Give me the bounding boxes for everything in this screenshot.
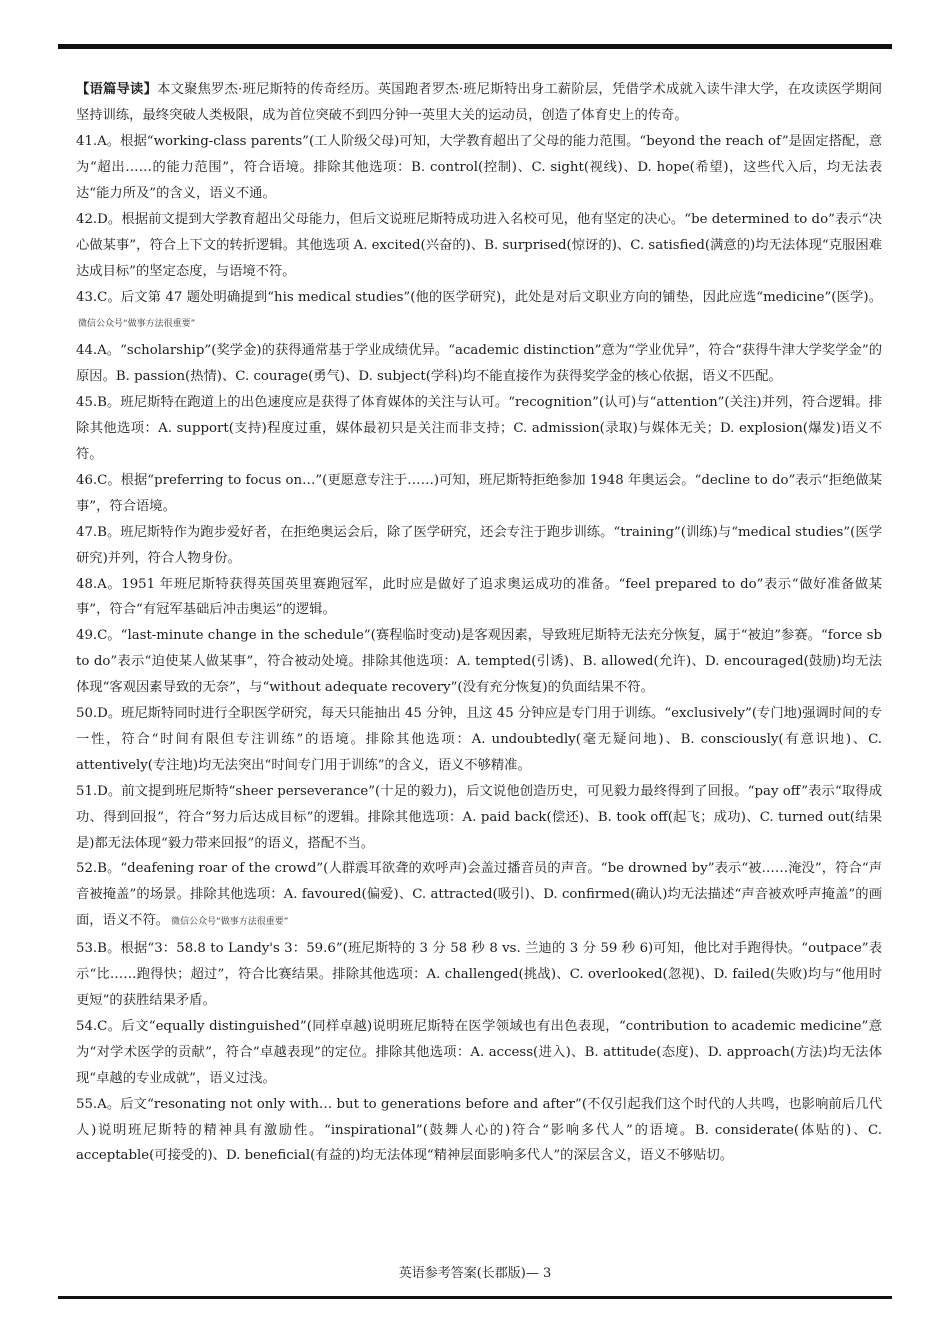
answer-41: 41.A。根据“working-class parents”(工人阶级父母)可知，大学教育超出了父母的能力范围。“beyond the reach of”是固定搭配，意为“超出……的能力范围”，符合语境。排除其他选项：B. control(控制)、C. sight(视线)、D. hope(希望)，这些代入后，均无法表达“能力所及”的含义，语义不通。 [76, 134, 882, 201]
answer-54: 54.C。后文“equally distinguished”(同样卓越)说明班尼斯特在医学领域也有出色表现，“contribution to academic medicine”意为“对学术医学的贡献”，符合“卓越表现”的定位。排除其他选项：A. access(进入)、B. attitude(态度)、D. approach(方法)均无法体现“卓越的专业成就”，语义过浅。 [76, 1018, 882, 1086]
answer-51: 51.D。前文提到班尼斯特“sheer perseverance”(十足的毅力)，后文说他创造历史，可见毅力最终得到了回报。“pay off”表示“取得成功、得到回报”，符合“努力后达成目标”的逻辑。排除其他选项：A. paid back(偿还)、B. took off(起飞；成功)、C. turned out(结果是)都无法体现“毅力带来回报”的语义，搭配不当。 [76, 783, 882, 851]
answer-47: 47.B。班尼斯特作为跑步爱好者，在拒绝奥运会后，除了医学研究，还会专注于跑步训练。“training”(训练)与“medical studies”(医学研究)并列，符合人物身份。 [76, 524, 882, 566]
watermark-text: 微信公众号“做事方法很重要” [78, 319, 196, 330]
answer-content [76, 64, 882, 1169]
answer-49: 49.C。“last-minute change in the schedule”(赛程临时变动)是客观因素，导致班尼斯特无法充分恢复，属于“被迫”参赛。“force sb to do”表示“迫使某人做某事”，符合被动处境。排除其他选项：A. tempted(引诱)、B. allowed(允许)、D. encouraged(鼓励)均无法体现“客观因素导致的无奈”，与“without adequate recovery”(没有充分恢复)的负面结果不符。 [76, 628, 882, 696]
watermark-text: 微信公众号“做事方法很重要” [171, 917, 289, 928]
answer-42: 42.D。根据前文提到大学教育超出父母能力，但后文说班尼斯特成功进入名校可见，他有坚定的决心。“be determined to do”表示“决心做某事”，符合上下文的转折逻辑。其他选项 A. excited(兴奋的)、B. surprised(惊讶的)、C. satisfied(满意的)均无法体现“克服困难达成目标”的坚定态度，与语境不符。 [76, 211, 882, 279]
answer-50: 50.D。班尼斯特同时进行全职医学研究，每天只能抽出 45 分钟，且这 45 分钟应是专门用于训练。“exclusively”(专门地)强调时间的专一性，符合“时间有限但专注训练”的语境。排除其他选项：A. undoubtedly(毫无疑问地)、B. consciously(有意识地)、C. attentively(专注地)均无法突出“时间专门用于训练”的含义，语义不够精准。 [76, 706, 882, 773]
intro-label: 【语篇导读】 [76, 82, 158, 98]
answer-44: 44.A。“scholarship”(奖学金)的获得通常基于学业成绩优异。“academic distinction”意为“学业优异”，符合“获得牛津大学奖学金”的原因。B. passion(热情)、C. courage(勇气)、D. subject(学科)均不能直接作为获得奖学金的核心依据，语义不匹配。 [76, 343, 882, 385]
bottom-rule [58, 1296, 892, 1299]
answer-43: 43.C。后文第 47 题处明确提到“his medical studies”(他的医学研究)，此处是对后文职业方向的铺垫，因此应选“medicine”(医学)。微信公众号“做事方法很重要” [76, 289, 882, 330]
answer-53: 53.B。根据“3：58.8 to Landy's 3：59.6”(班尼斯特的 3 分 58 秒 8 vs. 兰迪的 3 分 59 秒 6)可知，他比对手跑得快。“outpace”表示“比……跑得快；超过”，符合比赛结果。排除其他选项：A. challenged(挑战)、C. overlooked(忽视)、D. failed(失败)均与“他用时更短”的获胜结果矛盾。 [76, 941, 882, 1009]
answer-45: 45.B。班尼斯特在跑道上的出色速度应是获得了体育媒体的关注与认可。“recognition”(认可)与“attention”(关注)并列，符合逻辑。排除其他选项：A. support(支持)程度过重，媒体最初只是关注而非支持；C. admission(录取)与媒体无关；D. explosion(爆发)语义不符。 [76, 395, 882, 462]
page-footer: 英语参考答案(长郡版)— 3 [398, 1266, 552, 1281]
answer-48: 48.A。1951 年班尼斯特获得英国英里赛跑冠军，此时应是做好了追求奥运成功的准备。“feel prepared to do”表示“做好准备做某事”，符合“有冠军基础后冲击奥运”的逻辑。 [76, 576, 882, 618]
intro-text: 本文聚焦罗杰·班尼斯特的传奇经历。英国跑者罗杰·班尼斯特出身工薪阶层，凭借学术成就入读牛津大学，在攻读医学期间坚持训练，最终突破人类极限，成为首位突破不到四分钟一英里大关的运动员，创造了体育史上的传奇。 [76, 82, 883, 124]
passage-intro [76, 77, 882, 129]
answer-55: 55.A。后文“resonating not only with… but to generations before and after”(不仅引起我们这个时代的人共鸣，也影响前后几代人)说明班尼斯特的精神具有激励性。“inspirational”(鼓舞人心的)符合“影响多代人”的语境。B. considerate(体贴的)、C. acceptable(可接受的)、D. beneficial(有益的)均无法体现“精神层面影响多代人”的深层含义，语义不够贴切。 [76, 1096, 882, 1164]
answer-52: 52.B。“deafening roar of the crowd”(人群震耳欲聋的欢呼声)会盖过播音员的声音。“be drowned by”表示“被……淹没”，符合“声音被掩盖”的场景。排除其他选项：A. favoured(偏爱)、C. attracted(吸引)、D. confirmed(确认)均无法描述“声音被欢呼声掩盖”的画面，语义不符。 微信公众号“做事方法很重要” [76, 861, 882, 929]
top-rule [58, 44, 892, 49]
answer-46: 46.C。根据“preferring to focus on…”(更愿意专注于……)可知，班尼斯特拒绝参加 1948 年奥运会。“decline to do”表示“拒绝做某事”，符合语境。 [76, 472, 882, 514]
